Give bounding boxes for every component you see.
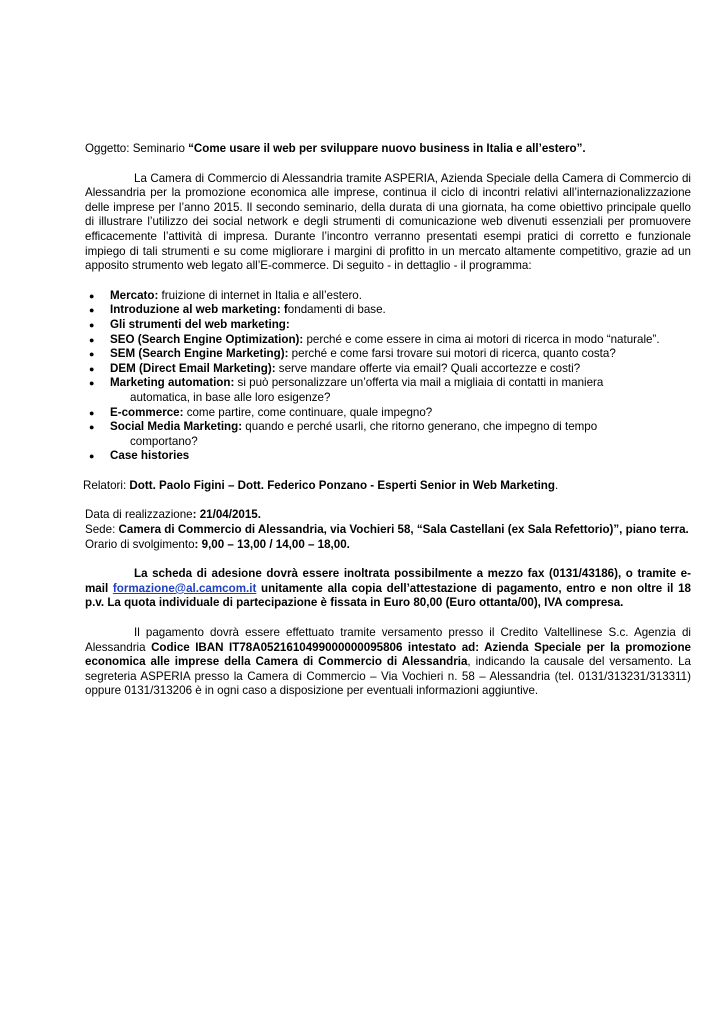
bullet-icon: ● [89,363,95,374]
program-list [85,289,691,464]
bullet-icon: ● [89,305,95,316]
subject-line [85,142,691,157]
bullet-icon: ● [89,334,95,345]
program-item: ● E-commerce: come partire, come continuare, quale impegno? [89,405,433,419]
program-item: ● SEO (Search Engine Optimization): perché e come essere in cima ai motori di ricerca in modo “naturale”. [89,332,660,346]
date-line: Data di realizzazione: 21/04/2015. [85,508,261,522]
letter-body [85,142,691,699]
bullet-icon: ● [89,319,95,330]
time-line: Orario di svolgimento: 9,00 – 13,00 / 14,00 – 18,00. [85,537,350,551]
program-item: ● Gli strumenti del web marketing: [89,317,290,331]
program-item: ● DEM (Direct Email Marketing): serve mandare offerte via email? Quali accortezze e costi? [89,361,581,375]
program-item: ● Social Media Marketing: quando e perché usarli, che ritorno generano, che impegno di tempo comportano? [89,420,598,448]
program-item: ● Marketing automation: si può personalizzare un’offerta via mail a migliaia di contatti in maniera automatica, in base alle loro esigenze? [89,376,604,404]
speakers-line: Relatori: Dott. Paolo Figini – Dott. Federico Ponzano - Esperti Senior in Web Marketing. [83,478,559,492]
program-item: ● Mercato: fruizione di internet in Italia e all’estero. [89,288,362,302]
program-item: ● SEM (Search Engine Marketing): perché e come farsi trovare sui motori di ricerca, quanto costa? [89,347,616,361]
subject-title: “Come usare il web per sviluppare nuovo business in Italia e all’estero”. [188,142,586,155]
bullet-icon: ● [89,290,95,301]
bullet-icon: ● [89,422,95,433]
email-link[interactable]: formazione@al.camcom.it [112,581,257,595]
program-item: ● Case histories [89,449,190,463]
bullet-icon: ● [89,451,95,462]
bullet-icon: ● [89,407,95,418]
venue-line: Sede: Camera di Commercio di Alessandria, via Vochieri 58, “Sala Castellani (ex Sala Refettorio)”, piano terra. [85,523,689,537]
bullet-icon: ● [89,378,95,389]
payment-paragraph: Il pagamento dovrà essere effettuato tramite versamento presso il Credito Valtellinese S.c. Agenzia di Alessandria Codice IBAN IT78A0521610499000000095806 intestato ad: Azienda Speciale per la promozione economica alle imprese della Camera di Commercio di Alessandria, indicando la causale del versamento. La segreteria ASPERIA presso la Camera di Commercio – Via Vochieri n. 58 – Alessandria (tel. 0131/313231/313311) oppure 0131/313206 è in ogni caso a disposizione per eventuali informazioni aggiuntive. [85,626,691,698]
intro-paragraph: La Camera di Commercio di Alessandria tramite ASPERIA, Azienda Speciale della Camera di Commercio di Alessandria per la promozione economica alle imprese, continua il ciclo di incontri relativi all’internazionalizzazione delle imprese per l’anno 2015. Il secondo seminario, della durata di una giornata, ha come obiettivo principale quello di illustrare l’utilizzo dei social network e degli strumenti di comunicazione web divenuti essenziali per promuovere efficacemente l’attività di impresa. Durante l’incontro verranno presentati esempi pratici di corretto e funzionale impiego di tali strumenti e su come migliorare i margini di profitto in un mercato altamente competitivo, grazie ad un apposito strumento web legato all’E-commerce. Di seguito - in dettaglio - il programma: [85,171,691,273]
bullet-icon: ● [89,349,95,360]
program-item: ● Introduzione al web marketing: fondamenti di base. [89,303,386,317]
registration-paragraph: La scheda di adesione dovrà essere inoltrata possibilmente a mezzo fax (0131/43186), o tramite e-mail formazione@al.camcom.it unitamente alla copia dell’attestazione di pagamento, entro e non oltre il 18 p.v. La quota individuale di partecipazione è fissata in Euro 80,00 (Euro ottanta/00), IVA compresa. [85,567,691,610]
subject-label: Oggetto: Seminario [85,142,189,155]
